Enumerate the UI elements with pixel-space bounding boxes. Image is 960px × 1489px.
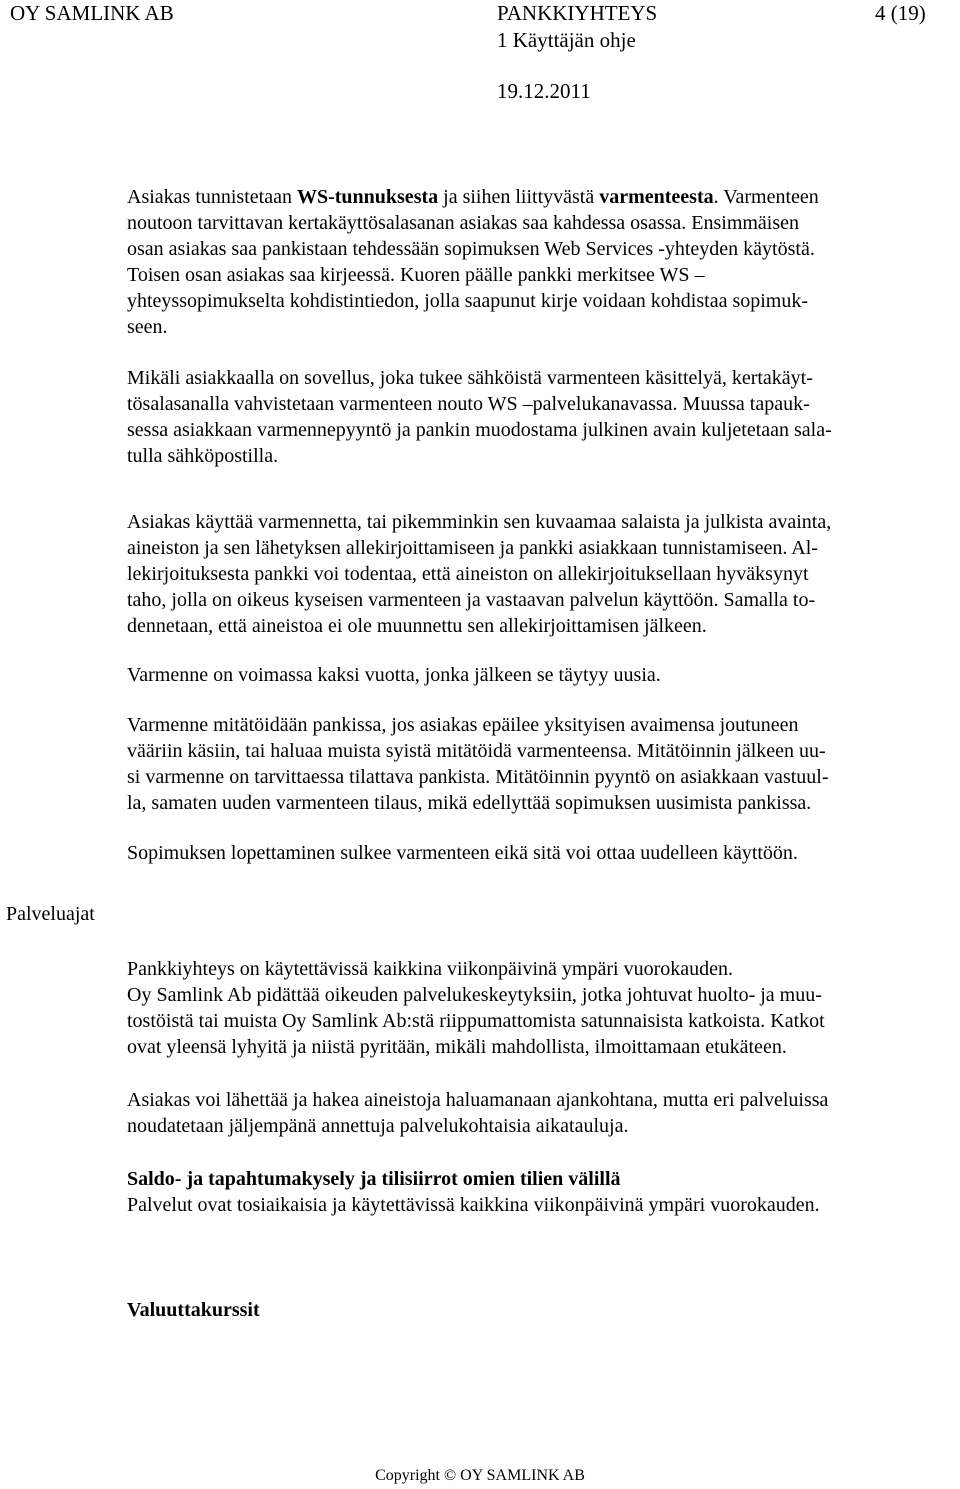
paragraph-line: Oy Samlink Ab pidättää oikeuden palvelukeskeytyksiin, jotka johtuvat huolto- ja muu- (127, 984, 822, 1006)
paragraph-line: seen. (127, 316, 168, 338)
paragraph-schedules (127, 1087, 937, 1139)
paragraph-line: Toisen osan asiakas saa kirjeessä. Kuoren päälle pankki merkitsee WS – (127, 264, 705, 286)
paragraph-line: la, samaten uuden varmenteen tilaus, mikä edellyttää sopimuksen uusimista pankissa. (127, 792, 812, 814)
paragraph-line: tostöistä tai muista Oy Samlink Ab:stä riippumattomista satunnaisista katkoista. Katkot (127, 1010, 825, 1032)
paragraph-termination (127, 840, 937, 866)
paragraph-identification (127, 184, 937, 340)
paragraph-certificate-usage (127, 509, 937, 639)
paragraph-line: Pankkiyhteys on käytettävissä kaikkina viikonpäivinä ympäri vuorokauden. (127, 958, 733, 980)
paragraph-line: sessa asiakkaan varmennepyyntö ja pankin muodostama julkinen avain kuljetetaan sala- (127, 419, 832, 441)
paragraph-line: Mikäli asiakkaalla on sovellus, joka tukee sähköistä varmenteen käsittelyä, kertakäyt- (127, 367, 813, 389)
section-saldo (127, 1166, 937, 1218)
paragraph-line: Asiakas käyttää varmennetta, tai pikemminkin sen kuvaamaa salaista ja julkista avainta, (127, 511, 832, 533)
section-heading-valuuttakurssit: Valuuttakurssit (127, 1299, 260, 1321)
paragraph-line: dennetaan, että aineistoa ei ole muunnettu sen allekirjoittamisen jälkeen. (127, 615, 707, 637)
text-run: . Varmenteen (713, 186, 819, 208)
paragraph-line: yhteyssopimukselta kohdistintiedon, jolla saapunut kirje voidaan kohdistaa sopimuk- (127, 290, 809, 312)
header-company: OY SAMLINK AB (10, 1, 174, 25)
paragraph-electronic-certificate (127, 365, 937, 469)
paragraph-line: osan asiakas saa pankistaan tehdessään sopimuksen Web Services -yhteyden käytöstä. (127, 238, 815, 260)
header-subtitle: 1 Käyttäjän ohje (497, 28, 636, 52)
section-heading-saldo: Saldo- ja tapahtumakysely ja tilisiirrot omien tilien välillä (127, 1168, 621, 1190)
paragraph-revocation (127, 712, 937, 816)
header-date: 19.12.2011 (497, 79, 591, 103)
header-page-number: 4 (19) (875, 1, 926, 25)
paragraph-line: vääriin käsiin, tai haluaa muista syistä mitätöidä varmenteensa. Mitätöinnin jälkeen uu- (127, 740, 826, 762)
paragraph-line: Varmenne mitätöidään pankissa, jos asiakas epäilee yksityisen avaimensa joutuneen (127, 714, 799, 736)
text-run: ja siihen liittyvästä (438, 186, 600, 208)
paragraph-line: Palvelut ovat tosiaikaisia ja käytettävissä kaikkina viikonpäivinä ympäri vuorokauden. (127, 1194, 820, 1216)
paragraph-line: tulla sähköpostilla. (127, 445, 279, 467)
paragraph-line: si varmenne on tarvittaessa tilattava pankista. Mitätöinnin pyyntö on asiakkaan vastuul- (127, 766, 829, 788)
paragraph-line: noutoon tarvittavan kertakäyttösalasanan asiakas saa kahdessa osassa. Ensimmäisen (127, 212, 800, 234)
paragraph-validity (127, 662, 937, 688)
paragraph-availability (127, 956, 937, 1060)
bold-term-ws-tunnus: WS-tunnuksesta (296, 186, 439, 208)
bold-term-varmenne: varmenteesta (599, 186, 714, 208)
section-valuuttakurssit (127, 1297, 937, 1323)
paragraph-line: taho, jolla on oikeus kyseisen varmenteen ja vastaavan palvelun käyttöön. Samalla to- (127, 589, 816, 611)
header-document-title: PANKKIYHTEYS (497, 1, 658, 25)
paragraph-line (127, 184, 937, 210)
paragraph-line: aineiston ja sen lähetyksen allekirjoittamiseen ja pankki asiakkaan tunnistamiseen. Al- (127, 537, 818, 559)
paragraph-line: tösalasanalla vahvistetaan varmenteen nouto WS –palvelukanavassa. Muussa tapauk- (127, 393, 810, 415)
paragraph-line: ovat yleensä lyhyitä ja niistä pyritään, mikäli mahdollista, ilmoittamaan etukäteen. (127, 1036, 787, 1058)
paragraph-line: Sopimuksen lopettaminen sulkee varmenteen eikä sitä voi ottaa uudelleen käyttöön. (127, 842, 798, 864)
paragraph-line: Asiakas voi lähettää ja hakea aineistoja haluamanaan ajankohtana, mutta eri palveluissa (127, 1089, 829, 1111)
paragraph-line: lekirjoituksesta pankki voi todentaa, että aineiston on allekirjoituksellaan hyväksynyt (127, 563, 809, 585)
footer-copyright: Copyright © OY SAMLINK AB (375, 1467, 585, 1484)
text-run: Asiakas tunnistetaan (127, 186, 297, 208)
paragraph-line: noudatetaan jäljempänä annettuja palvelukohtaisia aikatauluja. (127, 1115, 629, 1137)
paragraph-line: Varmenne on voimassa kaksi vuotta, jonka jälkeen se täytyy uusia. (127, 664, 661, 686)
section-label-service-hours: Palveluajat (6, 903, 95, 925)
